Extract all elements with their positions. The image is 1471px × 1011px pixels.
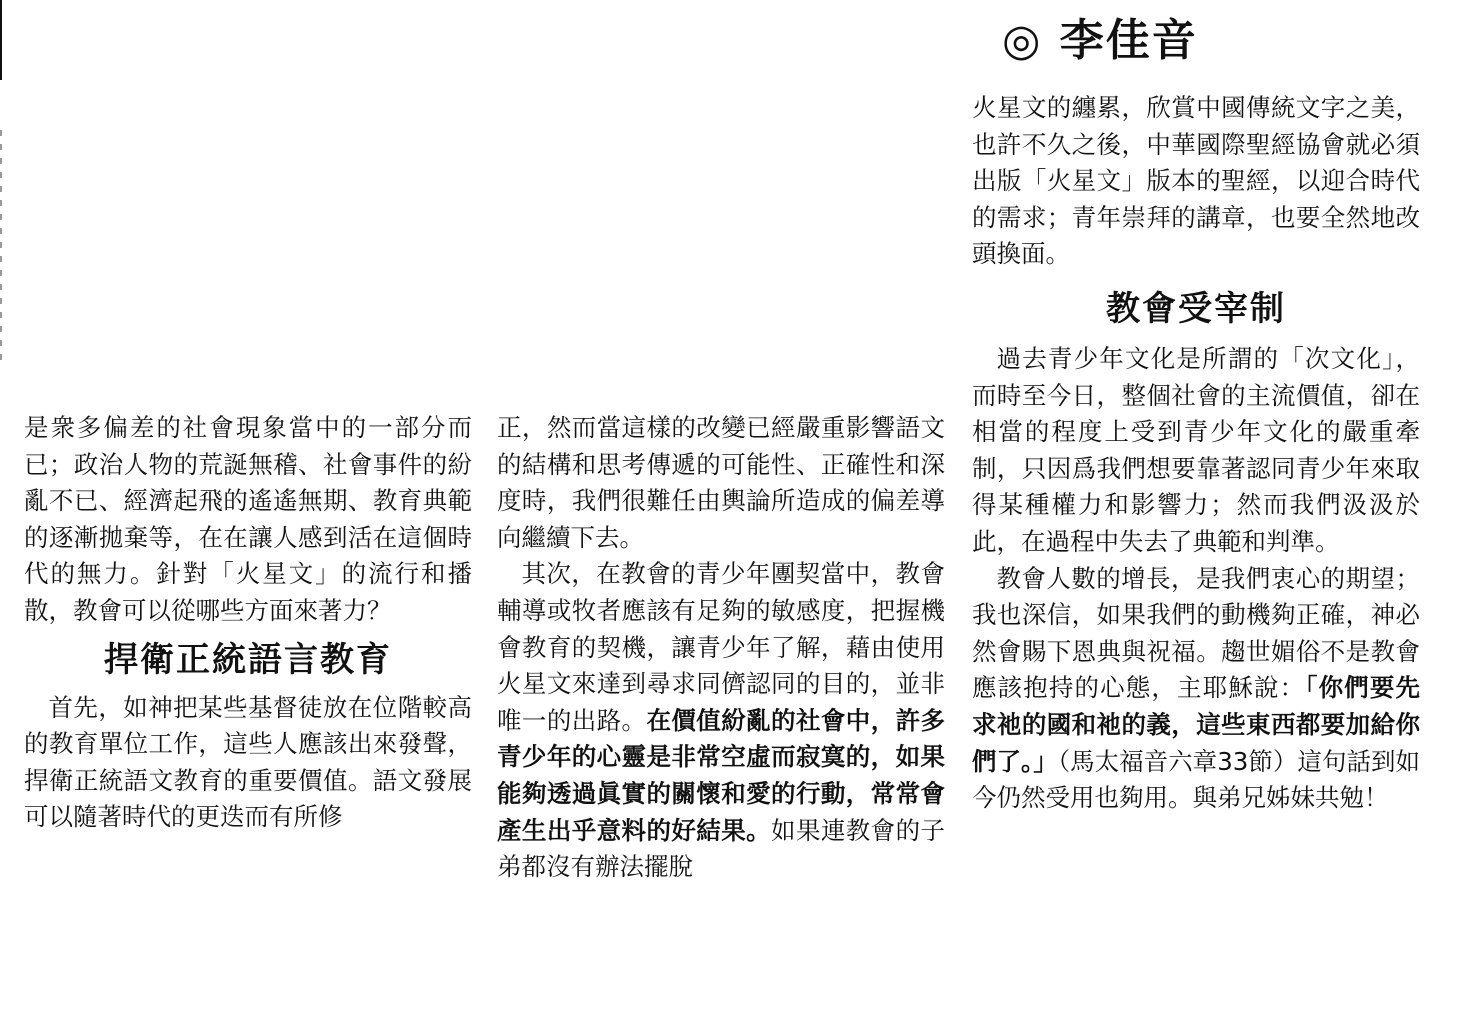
bible-quote: 「你們要先求祂的國和祂的義，這些東西都要加給你們了。」 [972, 673, 1421, 776]
section-heading-language-education: 捍衛正統語言教育 [104, 639, 392, 680]
column-2-bold-passage: 在價值紛亂的社會中，許多青少年的心靈是非常空虛而寂寞的，如果能夠透過眞實的關懷和愛的行動，常常會產生出乎意料的好結果。 [497, 705, 946, 845]
column-3-paragraph-3-start: 教會人數的增長，是我們衷心的期望；我也深信，如果我們的動機夠正確，神必然會賜下恩典與祝福。趨世媚俗不是教會應該抱持的心態，主耶穌說： [972, 563, 1420, 703]
column-3 [972, 90, 1420, 817]
column-2-paragraph-2 [497, 556, 945, 885]
column-3-paragraph-1: 火星文的纏累，欣賞中國傳統文字之美，也許不久之後，中華國際聖經協會就必須出版「火星文」版本的聖經，以迎合時代的需求；青年崇拜的講章，也要全然地改頭換面。 [972, 93, 1420, 269]
column-3-paragraph-2: 過去青少年文化是所謂的「次文化」，而時至今日，整個社會的主流價值，卻在相當的程度上受到青少年文化的嚴重牽制，只因爲我們想要靠著認同青少年來取得某種權力和影響力；然而我們汲汲於此，在過程中失去了典範和判準。 [972, 343, 1420, 556]
column-2 [497, 410, 945, 886]
author-byline: ◎ 李佳音 [1002, 15, 1198, 66]
column-1-paragraph: 首先，如神把某些基督徒放在位階較高的教育單位工作，這些人應該出來發聲，捍衛正統語文教育的重要價值。語文發展可以隨著時代的更迭而有所修 [24, 692, 472, 832]
page-edge-line [0, 0, 2, 80]
column-1 [24, 410, 472, 836]
column-3-paragraph-3-end: （馬太福音六章33節）這句話到如今仍然受用也夠用。與弟兄姊妹共勉！ [972, 746, 1420, 813]
column-2-paragraph-2-start: 其次，在教會的青少年團契當中，教會輔導或牧者應該有足夠的敏感度，把握機會教育的契機，讓青少年了解，藉由使用火星文來達到尋求同儕認同的目的，並非唯一的出路。 [497, 559, 945, 735]
column-1-intro: 是衆多偏差的社會現象當中的一部分而已；政治人物的荒誕無稽、社會事件的紛亂不已、經濟起飛的遙遙無期、教育典範的逐漸拋棄等，在在讓人感到活在這個時代的無力。針對「火星文」的流行和播散，教會可以從哪些方面來著力？ [24, 413, 472, 625]
page-edge-marks [0, 130, 2, 360]
column-3-paragraph-3 [972, 561, 1420, 817]
column-2-paragraph-1: 正，然而當這樣的改變已經嚴重影響語文的結構和思考傳遞的可能性、正確性和深度時，我們很難任由輿論所造成的偏差導向繼續下去。 [497, 413, 945, 552]
column-2-paragraph-2-end: 如果連教會的子弟都沒有辦法擺脫 [497, 815, 946, 882]
section-heading-church-controlled: 教會受宰制 [1106, 288, 1286, 329]
